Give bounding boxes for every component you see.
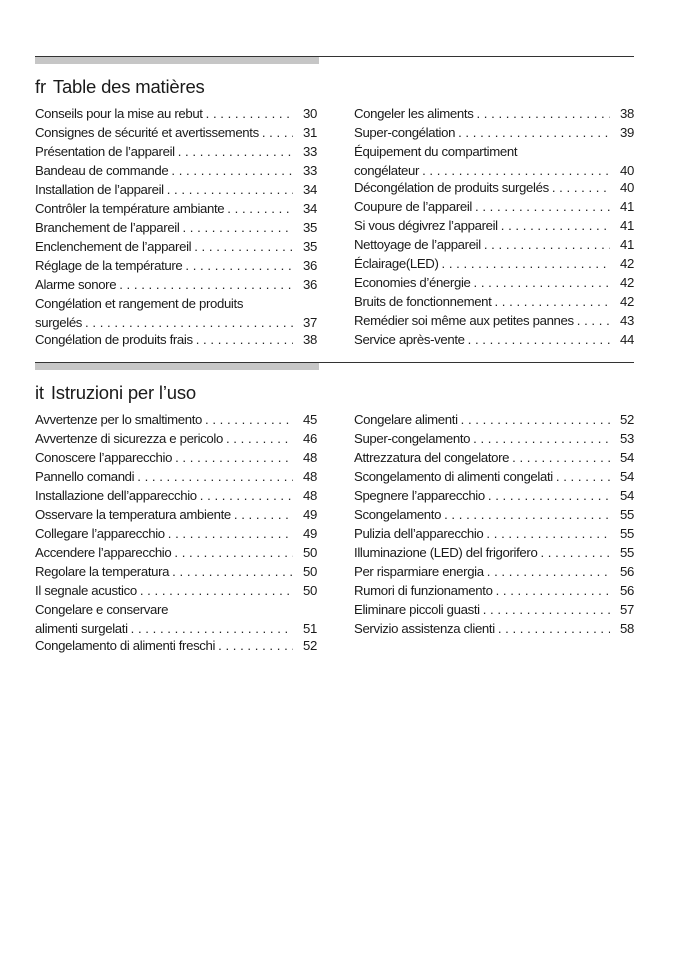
dot-leader — [540, 544, 610, 563]
toc-entry-title: Avvertenze di sicurezza e pericolo — [35, 431, 223, 446]
toc-entry-page: 34 — [303, 201, 317, 216]
toc-entry-page: 36 — [303, 258, 317, 273]
toc-entry-title: Décongélation de produits surgelés — [354, 180, 549, 195]
toc-entry — [35, 449, 317, 468]
toc-entry-title: Eliminare piccoli guasti — [354, 602, 480, 617]
language-code: it — [35, 382, 44, 403]
toc-entry — [354, 563, 634, 582]
toc-entry-title-cont: surgelés — [35, 314, 83, 330]
toc-entry — [354, 582, 634, 601]
toc-entry-title: Si vous dégivrez l’appareil — [354, 218, 498, 233]
toc-entry-title: Consignes de sécurité et avertissements — [35, 125, 259, 140]
toc-entry-page: 49 — [303, 507, 317, 522]
toc-entry-title: Installazione dell’apparecchio — [35, 488, 197, 503]
toc-entry — [35, 487, 317, 506]
toc-entry-page: 42 — [620, 294, 634, 309]
dot-leader — [422, 162, 610, 181]
dot-leader — [494, 293, 610, 312]
dot-leader — [178, 143, 293, 162]
toc-entry-page: 48 — [303, 469, 317, 484]
toc-entry — [354, 105, 634, 124]
toc-entry — [35, 637, 317, 656]
section-title: Table des matières — [52, 76, 205, 97]
toc-entry — [354, 293, 634, 312]
toc-entry-title: Réglage de la température — [35, 258, 183, 273]
toc-entry-title: Collegare l’apparecchio — [35, 526, 165, 541]
toc-entry-title: Avvertenze per lo smaltimento — [35, 412, 202, 427]
dot-leader — [475, 198, 610, 217]
toc-entry-title: Enclenchement de l’appareil — [35, 239, 192, 254]
toc-entry-title: Éclairage(LED) — [354, 256, 439, 271]
toc-entry — [354, 620, 634, 639]
toc-entry-page: 56 — [620, 583, 634, 598]
toc-entry — [354, 217, 634, 236]
dot-leader — [174, 544, 293, 563]
toc-entry — [35, 601, 317, 637]
dot-leader — [218, 637, 293, 656]
toc-entry-page: 45 — [303, 412, 317, 427]
toc-entry-page: 49 — [303, 526, 317, 541]
toc-entry — [35, 468, 317, 487]
dot-leader — [131, 620, 293, 639]
dot-leader — [185, 257, 293, 276]
dot-leader — [552, 179, 610, 198]
toc-entry — [35, 276, 317, 295]
toc-entry-title: Osservare la temperatura ambiente — [35, 507, 231, 522]
toc-entry-page: 56 — [620, 564, 634, 579]
toc-entry-page: 39 — [620, 125, 634, 140]
toc-entry — [354, 468, 634, 487]
toc-entry — [35, 143, 317, 162]
dot-leader — [461, 411, 610, 430]
toc-entry — [35, 563, 317, 582]
dot-leader — [487, 563, 610, 582]
toc-entry — [354, 312, 634, 331]
toc-entry-page: 57 — [620, 602, 634, 617]
toc-entry-page: 40 — [620, 162, 634, 178]
toc-entry — [354, 449, 634, 468]
toc-entry — [354, 411, 634, 430]
section-heading — [35, 76, 634, 98]
toc-entry-page: 42 — [620, 275, 634, 290]
toc-entry-title: Présentation de l’appareil — [35, 144, 175, 159]
dot-leader — [577, 312, 610, 331]
toc-entry-page: 48 — [303, 450, 317, 465]
toc-entry — [35, 411, 317, 430]
toc-entry-page: 38 — [303, 332, 317, 347]
toc-entry-page: 55 — [620, 507, 634, 522]
toc-entry-page: 54 — [620, 450, 634, 465]
toc-entry-page: 50 — [303, 583, 317, 598]
toc-entry — [35, 124, 317, 143]
toc-entry-page: 36 — [303, 277, 317, 292]
toc-entry-title: Economies d’énergie — [354, 275, 471, 290]
toc-entry-page: 58 — [620, 621, 634, 636]
dot-leader — [85, 314, 293, 333]
toc-entry-page: 31 — [303, 125, 317, 140]
toc-entry-page: 55 — [620, 545, 634, 560]
toc-entry — [354, 430, 634, 449]
language-code: fr — [35, 76, 46, 97]
toc-entry-page: 43 — [620, 313, 634, 328]
toc-entry — [354, 198, 634, 217]
toc-entry — [35, 295, 317, 331]
toc-entry-title: Il segnale acustico — [35, 583, 137, 598]
dot-leader — [172, 563, 293, 582]
toc-section-it — [35, 362, 634, 653]
toc-column-right — [354, 411, 634, 639]
toc-entry — [354, 544, 634, 563]
toc-entry-title: Illuminazione (LED) del frigorifero — [354, 545, 538, 560]
dot-leader — [486, 525, 610, 544]
toc-entry-title: Nettoyage de l’appareil — [354, 237, 481, 252]
toc-entry — [35, 525, 317, 544]
toc-entry — [35, 200, 317, 219]
toc-entry-title: Équipement du compartiment — [354, 144, 518, 159]
dot-leader — [488, 487, 610, 506]
toc-entry — [354, 331, 634, 350]
toc-entry-title: Congeler les aliments — [354, 106, 474, 121]
toc-entry-page: 40 — [620, 180, 634, 195]
toc-column-right — [354, 105, 634, 350]
dot-leader — [226, 430, 293, 449]
section-rule — [35, 56, 634, 64]
dot-leader — [262, 124, 293, 143]
toc-entry-page: 44 — [620, 332, 634, 347]
toc-entry-page: 35 — [303, 220, 317, 235]
toc-entry-title: Per risparmiare energia — [354, 564, 484, 579]
toc-entry-title: Congélation de produits frais — [35, 332, 193, 347]
toc-entry-title: Spegnere l’apparecchio — [354, 488, 485, 503]
dot-leader — [140, 582, 293, 601]
dot-leader — [137, 468, 293, 487]
toc-entry — [354, 255, 634, 274]
toc-entry — [35, 162, 317, 181]
dot-leader — [458, 124, 610, 143]
toc-entry-title: Alarme sonore — [35, 277, 117, 292]
toc-entry-page: 51 — [303, 620, 317, 636]
section-rule — [35, 362, 634, 370]
dot-leader — [171, 162, 293, 181]
toc-entry-page: 50 — [303, 564, 317, 579]
toc-entry-page: 38 — [620, 106, 634, 121]
toc-entry-page: 46 — [303, 431, 317, 446]
dot-leader — [473, 430, 610, 449]
toc-entry-page: 42 — [620, 256, 634, 271]
toc-entry — [35, 331, 317, 350]
dot-leader — [496, 582, 610, 601]
dot-leader — [483, 601, 610, 620]
toc-entry — [35, 257, 317, 276]
toc-entry-page: 33 — [303, 163, 317, 178]
toc-entry — [35, 506, 317, 525]
dot-leader — [227, 200, 293, 219]
toc-entry-page: 34 — [303, 182, 317, 197]
toc-entry-page: 41 — [620, 218, 634, 233]
dot-leader — [206, 105, 293, 124]
toc-column-left — [35, 411, 317, 656]
dot-leader — [468, 331, 610, 350]
toc-entry-title: Service après-vente — [354, 332, 465, 347]
toc-entry-page: 48 — [303, 488, 317, 503]
toc-entry — [35, 105, 317, 124]
toc-entry — [35, 219, 317, 238]
toc-entry-page: 33 — [303, 144, 317, 159]
toc-section-fr — [35, 56, 634, 347]
dot-leader — [175, 449, 293, 468]
toc-entry-page: 30 — [303, 106, 317, 121]
dot-leader — [168, 525, 293, 544]
toc-entry-title: Bruits de fonctionnement — [354, 294, 492, 309]
toc-entry-page: 54 — [620, 488, 634, 503]
toc-entry — [35, 238, 317, 257]
toc-entry-page: 54 — [620, 469, 634, 484]
toc-entry-title: Contrôler la température ambiante — [35, 201, 225, 216]
toc-entry-title: Regolare la temperatura — [35, 564, 170, 579]
dot-leader — [234, 506, 293, 525]
toc-entry-title: Servizio assistenza clienti — [354, 621, 495, 636]
toc-entry — [35, 181, 317, 200]
toc-entry-line — [35, 620, 317, 639]
toc-column-left — [35, 105, 317, 350]
dot-leader — [498, 620, 610, 639]
dot-leader — [205, 411, 293, 430]
toc-entry-title: Super-congelamento — [354, 431, 471, 446]
toc-entry-page: 37 — [303, 314, 317, 330]
toc-entry-page: 53 — [620, 431, 634, 446]
dot-leader — [196, 331, 293, 350]
dot-leader — [194, 238, 293, 257]
toc-entry-page: 52 — [303, 638, 317, 653]
dot-leader — [512, 449, 610, 468]
toc-entry — [354, 236, 634, 255]
toc-entry-title: Scongelamento — [354, 507, 442, 522]
toc-entry-title: Scongelamento di alimenti congelati — [354, 469, 553, 484]
toc-entry-line — [354, 162, 634, 181]
dot-leader — [167, 181, 293, 200]
toc-entry-title: Attrezzatura del congelatore — [354, 450, 510, 465]
toc-entry-title: Branchement de l’appareil — [35, 220, 180, 235]
toc-entry-page: 41 — [620, 237, 634, 252]
toc-entry-title-cont: congélateur — [354, 162, 420, 178]
toc-entry-title: Remédier soi même aux petites pannes — [354, 313, 574, 328]
dot-leader — [442, 255, 610, 274]
toc-entry-title: Pulizia dell’apparecchio — [354, 526, 484, 541]
toc-entry-title: Rumori di funzionamento — [354, 583, 493, 598]
dot-leader — [444, 506, 610, 525]
toc-entry-title: Conseils pour la mise au rebut — [35, 106, 203, 121]
toc-entry-title: Super-congélation — [354, 125, 456, 140]
toc-entry-title: Congélation et rangement de produits — [35, 296, 244, 311]
dot-leader — [182, 219, 293, 238]
dot-leader — [484, 236, 610, 255]
toc-entry-line — [35, 314, 317, 333]
section-title: Istruzioni per l’uso — [50, 382, 196, 403]
toc-entry — [354, 179, 634, 198]
toc-entry-page: 35 — [303, 239, 317, 254]
toc-entry-page: 55 — [620, 526, 634, 541]
toc-entry — [354, 124, 634, 143]
toc-entry — [35, 582, 317, 601]
toc-entry — [354, 525, 634, 544]
toc-entry-title: Congelare alimenti — [354, 412, 458, 427]
dot-leader — [474, 274, 610, 293]
toc-entry — [354, 506, 634, 525]
toc-entry-title: Installation de l’appareil — [35, 182, 164, 197]
dot-leader — [476, 105, 610, 124]
toc-entry-page: 41 — [620, 199, 634, 214]
section-heading — [35, 382, 634, 404]
dot-leader — [200, 487, 293, 506]
toc-entry-title: Accendere l’apparecchio — [35, 545, 172, 560]
toc-entry — [354, 601, 634, 620]
dot-leader — [556, 468, 610, 487]
toc-entry-page: 52 — [620, 412, 634, 427]
toc-entry — [354, 143, 634, 179]
toc-entry — [35, 430, 317, 449]
toc-entry — [35, 544, 317, 563]
toc-entry-title: Bandeau de commande — [35, 163, 169, 178]
toc-entry-page: 50 — [303, 545, 317, 560]
toc-entry — [354, 274, 634, 293]
dot-leader — [119, 276, 293, 295]
toc-entry-title: Congelare e conservare — [35, 602, 169, 617]
toc-entry-title: Congelamento di alimenti freschi — [35, 638, 216, 653]
toc-entry-title: Coupure de l’appareil — [354, 199, 473, 214]
toc-entry-title: Pannello comandi — [35, 469, 135, 484]
toc-entry-title-cont: alimenti surgelati — [35, 620, 128, 636]
toc-entry-title: Conoscere l’apparecchio — [35, 450, 173, 465]
dot-leader — [501, 217, 610, 236]
toc-entry — [354, 487, 634, 506]
